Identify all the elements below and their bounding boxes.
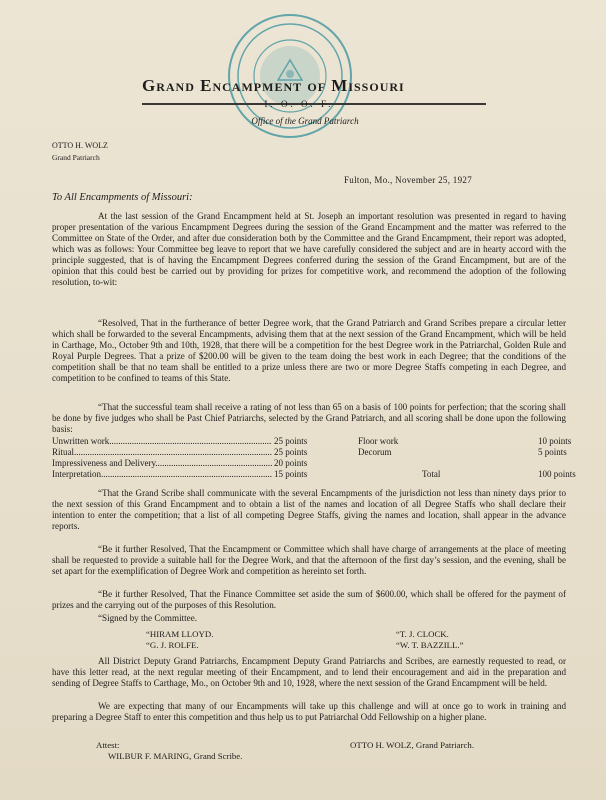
paragraph-intro: At the last session of the Grand Encampment held at St. Joseph an important resolution was presented in regard to having proper presentation of the various Encampment Degrees during the session of the Grand Encampment and the matter was referred to the Committee on State of the Order, and after due consideration both by the Committee and the Grand Encampment, their report was adopted, which was as follows: Your Committee beg leave to report that we have carefully considered the subject and are in hearty accord with the principle suggested, that is of having the Encampment Degrees conferred during the session of the Grand Encampment, but are of the opinion that this could best be carried out by providing for prizes for competitive work, and recommend the adoption of the following resolution, to-wit: (52, 211, 566, 287)
salutation: To All Encampments of Missouri: (52, 192, 193, 203)
table-row (52, 458, 566, 469)
committee-signature: “G. J. ROLFE. (146, 640, 199, 650)
scribe-signature: WILBUR F. MARING, Grand Scribe. (108, 751, 243, 761)
committee-signature: “HIRAM LLOYD. (146, 629, 214, 639)
paragraph-deputies: All District Deputy Grand Patriarchs, Encampment Deputy Grand Patriarchs and Scribes, are earnestly requested to read, or have this letter read, at the next regular meeting of their Encampment, and to lend their encouragement and aid in the preparation and sending of Degree Staffs to Carthage, Mo., on October 9th and 10, 1928, where the next session of the Grand Encampment will be held. (52, 656, 566, 688)
committee-signature: “W. T. BAZZILL.” (396, 640, 464, 650)
committee-signature: “T. J. CLOCK. (396, 629, 449, 639)
paragraph-resolved: “Resolved, That in the furtherance of better Degree work, that the Grand Patriarch and Grand Scribes prepare a circular letter which shall be forwarded to the several Encampments, advising them that at the next session of the Grand Encampment, which will be held in Carthage, Mo., October 9th and 10th, 1928, that there will be a competition for the best Degree work in the Patriarchal, Golden Rule and Royal Purple Degrees. That a prize of $200.00 will be given to the team doing the best work in each Degree; that the conditions of the competition shall be that no team shall be entitled to a prize unless there are two or more Degree Staffs competing in each Degree, and competition to be confined to teams of this State. (52, 318, 566, 383)
paragraph-scoring: “That the successful team shall receive a rating of not less than 65 on a basis of 100 points for perfection; that the scoring shall be done by five judges who shall be Past Chief Patriarchs, selected by the Grand Patriarch, and all scoring shall be done upon the following basis: (52, 402, 566, 434)
paragraph-expecting: We are expecting that many of our Encampments will take up this challenge and will at once go to work in training and preparing a Degree Staff to enter this competition and thus help us to put Patriarchal Odd Fellowship on a higher plane. (52, 701, 566, 722)
score-points: 15 points (274, 469, 308, 479)
dateline: Fulton, Mo., November 25, 1927 (344, 175, 472, 185)
score-item: Interpretation ..... (52, 469, 272, 480)
score-total-label: Total (422, 469, 441, 479)
score-item: Ritual ..... (52, 447, 272, 458)
letterhead-subtitle: I. O. O. F. (264, 99, 334, 109)
paragraph-scribe: “That the Grand Scribe shall communicate with the several Encampments of the jurisdiction not less than ninety days prior to the next session of this Grand Encampment and to obtain a list of the names and location of all Degree Staffs who shall declare their intention to enter the competition; that a list of all competing Degree Staffs, giving the names and location, shall appear in the advance reports. (52, 488, 566, 531)
score-item: Impressiveness and Delivery ..... (52, 458, 272, 469)
table-row (52, 447, 566, 458)
table-row (52, 469, 576, 480)
scoring-table (52, 436, 576, 480)
paragraph-signed: “Signed by the Committee. (98, 613, 198, 623)
score-points: 10 points (538, 436, 572, 446)
score-item: Floor work (358, 436, 399, 446)
letterhead-title: Grand Encampment of Missouri (142, 76, 405, 95)
patriarch-signature: OTTO H. WOLZ, Grand Patriarch. (350, 740, 475, 750)
score-total: 100 points (538, 469, 576, 479)
score-points: 25 points (274, 447, 308, 457)
paragraph-arrangements: “Be it further Resolved, That the Encampment or Committee which shall have charge of arrangements at the place of meeting shall be requested to provide a suitable hall for the Degree Work, and that the afternoon of the first day’s session, and the evening, shall be set apart for the exemplification of Degree Work and competition as hereinto set forth. (52, 544, 566, 576)
attest-label: Attest: (96, 740, 120, 750)
table-row (52, 436, 572, 447)
sender-name: OTTO H. WOLZ (52, 141, 108, 150)
score-points: 5 points (538, 447, 567, 457)
letterhead-office: Office of the Grand Patriarch (251, 116, 359, 126)
score-points: 25 points (274, 436, 308, 446)
score-item: Unwritten work ..... (52, 436, 272, 447)
paragraph-finance: “Be it further Resolved, That the Finance Committee set aside the sum of $600.00, which shall be offered for the payment of prizes and the carrying out of the purposes of this Resolution. (52, 589, 566, 610)
score-item: Decorum (358, 447, 392, 457)
sender-title: Grand Patriarch (52, 153, 100, 162)
score-points: 20 points (274, 458, 308, 468)
